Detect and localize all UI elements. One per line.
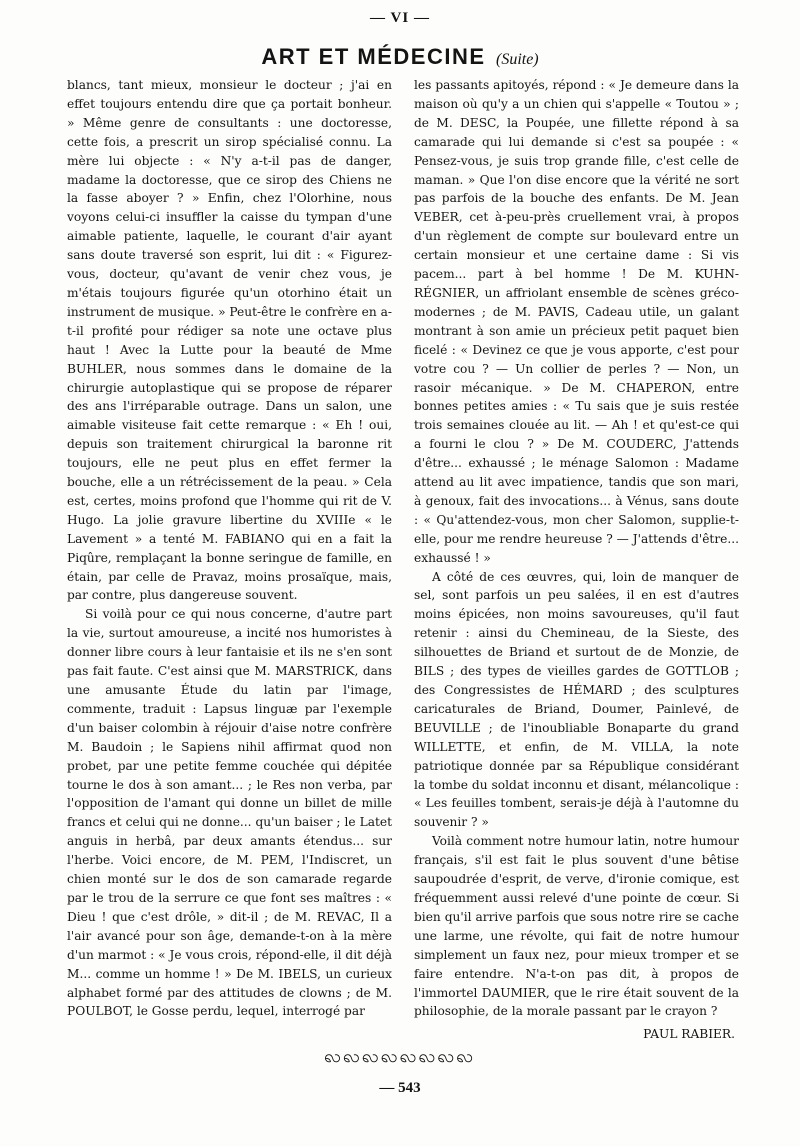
paragraph: les passants apitoyés, répond : « Je demeure dans la maison où qu'y a un chien qui s'appelle « Toutou » ; de M. DESC, la Poupée, une fillette répond à sa camarade qui lui demande si c'est sa poupée : « Pensez-vous, je suis trop grande fille, c'est celle de maman. » Que l'on dise encore que la vérité ne sort pas parfois de la bouche des enfants. De M. Jean VEBER, cet à-peu-près cruellement vrai, à propos d'un règlement de compte sur boulevard entre un certain monsieur et une certaine dame : Si vis pacem... part à bel homme ! De M. KUHN-RÉGNIER, un affriolant ensemble de scènes gréco-modernes ; de M. PAVIS, Cadeau utile, un galant montrant à son amie un précieux petit paquet bien ficelé : « Devinez ce que je vous apporte, c'est pour votre cou ? — Un collier de perles ? — Non, un rasoir mécanique. » De M. CHAPERON, entre bonnes petites amies : « Tu sais que je suis restée trois semaines clouée au lit. — Ah ! et qu'est-ce qui a fourni le clou ? » De M. COUDERC, J'attends d'être... exhaussé ; le ménage Salomon : Madame attend au lit avec impatience, tandis que son mari, à genoux, fait des invocations... à Vénus, sans doute : « Qu'attendez-vous, mon cher Salomon, supplie-t-elle, pour me rendre heureuse ? — J'attends d'être... exhaussé ! » [414, 78, 739, 565]
paragraph: Voilà comment notre humour latin, notre humour français, s'il est fait le plus souvent d'une bêtise saupoudrée d'esprit, de verve, d'ironie comique, est fréquemment aussi relevé d'une pointe de cœur. Si bien qu'il arrive parfois que sous notre rire se cache une larme, une révolte, qui fait de notre humour simplement un faux nez, pour mieux tromper et se faire entendre. N'a-t-on pas dit, à propos de l'immortel DAUMIER, que le rire était souvent de la philosophie, de la morale passant par le crayon ? [414, 834, 739, 1019]
right-column [414, 76, 739, 1038]
paragraph: A côté de ces œuvres, qui, loin de manquer de sel, sont parfois un peu salées, il en est d'autres moins épicées, non moins savoureuses, qu'il faut retenir : ainsi du Chemineau, de la Sieste, des silhouettes de Briand et surtout de de Monzie, de BILS ; des types de vieilles gardes de GOTTLOB ; des Congressistes de HÉMARD ; des sculptures caricaturales de Briand, Doumer, Painlevé, de BEUVILLE ; de l'inoubliable Bonaparte du grand WILLETTE, et enfin, de M. VILLA, la note patriotique donnée par sa République considérant la tombe du soldat inconnu et disant, mélancolique : « Les feuilles tombent, serais-je déjà à l'automne du souvenir ? » [414, 569, 739, 830]
article-title [0, 44, 800, 70]
folio-header: — VI — [370, 10, 430, 26]
paragraph: blancs, tant mieux, monsieur le docteur ; j'ai en effet toujours entendu dire que ça portait bonheur. » Même genre de consultants : une doctoresse, cette fois, a prescrit un sirop spécialisé connu. La mère lui objecte : « N'y a-t-il pas de danger, madame la doctoresse, que ce sirop des Chiens ne la fasse aboyer ? » Enfin, chez l'Olorhine, nous voyons celui-ci insuffler la caisse du tympan d'une aimable patiente, laquelle, le courant d'air ayant sans doute traversé son esprit, lui dit : « Figurez-vous, docteur, qu'avant de venir chez vous, je m'étais toujours figurée qu'un otorhino était un instrument de musique. » Peut-être le confrère en a-t-il profité pour rédiger sa note une octave plus haut ! Avec la Lutte pour la beauté de Mme BUHLER, nous sommes dans le domaine de la chirurgie autoplastique qui se propose de réparer des ans l'irréparable outrage. Dans un salon, une aimable visiteuse fait cette remarque : « Eh ! oui, depuis son traitement chirurgical la baronne rit toujours, elle ne peut plus en effet fermer la bouche, elle a un rétrécissement de la peau. » Cela est, certes, moins profond que l'homme qui rit de V. Hugo. La jolie gravure libertine du XVIIIe « le Lavement » a tenté M. FABIANO qui en a fait la Piqûre, remplaçant la bonne seringue de famille, en étain, par celle de Pravaz, moins prosaïque, mais, par contre, plus dangereuse souvent. [67, 78, 392, 603]
wave-ornament-icon: ꩮꩮꩮꩮꩮꩮꩮꩮ [324, 1046, 476, 1067]
page-number: — 543 [379, 1080, 421, 1096]
text-columns [67, 76, 739, 1038]
left-column [67, 76, 392, 1038]
author-signature: PAUL RABIER. [643, 1027, 735, 1038]
title-main: ART ET MÉDECINE [261, 44, 486, 69]
title-suite: (Suite) [495, 51, 539, 68]
paragraph: Si voilà pour ce qui nous concerne, d'autre part la vie, surtout amoureuse, a incité nos humoristes à donner libre cours à leur fantaisie et ils ne s'en sont pas fait faute. C'est ainsi que M. MARSTRICK, dans une amusante Étude du latin par l'image, commente, traduit : Lapsus linguæ par l'exemple d'un baiser colombin à réjouir d'aise notre confrère M. Baudoin ; le Sapiens nihil affirmat quod non probet, par une petite femme couchée qui dépitée tourne le dos à son amant... ; le Res non verba, par l'opposition de l'amant qui donne un billet de mille francs et celui qui ne donne... qu'un baiser ; le Latet anguis in herbâ, par deux amants étendus... sur l'herbe. Voici encore, de M. PEM, l'Indiscret, un chien monté sur le dos de son camarade regarde par le trou de la serrure ce que font ses maîtres : « Dieu ! que c'est drôle, » dit-il ; de M. REVAC, Il a l'air avancé pour son âge, demande-t-on à la mère d'un marmot : « Je vous crois, répond-elle, il dit déjà M... comme un homme ! » De M. IBELS, un curieux alphabet formé par des attitudes de clowns ; de M. POULBOT, le Gosse perdu, lequel, interrogé par [67, 607, 392, 1019]
